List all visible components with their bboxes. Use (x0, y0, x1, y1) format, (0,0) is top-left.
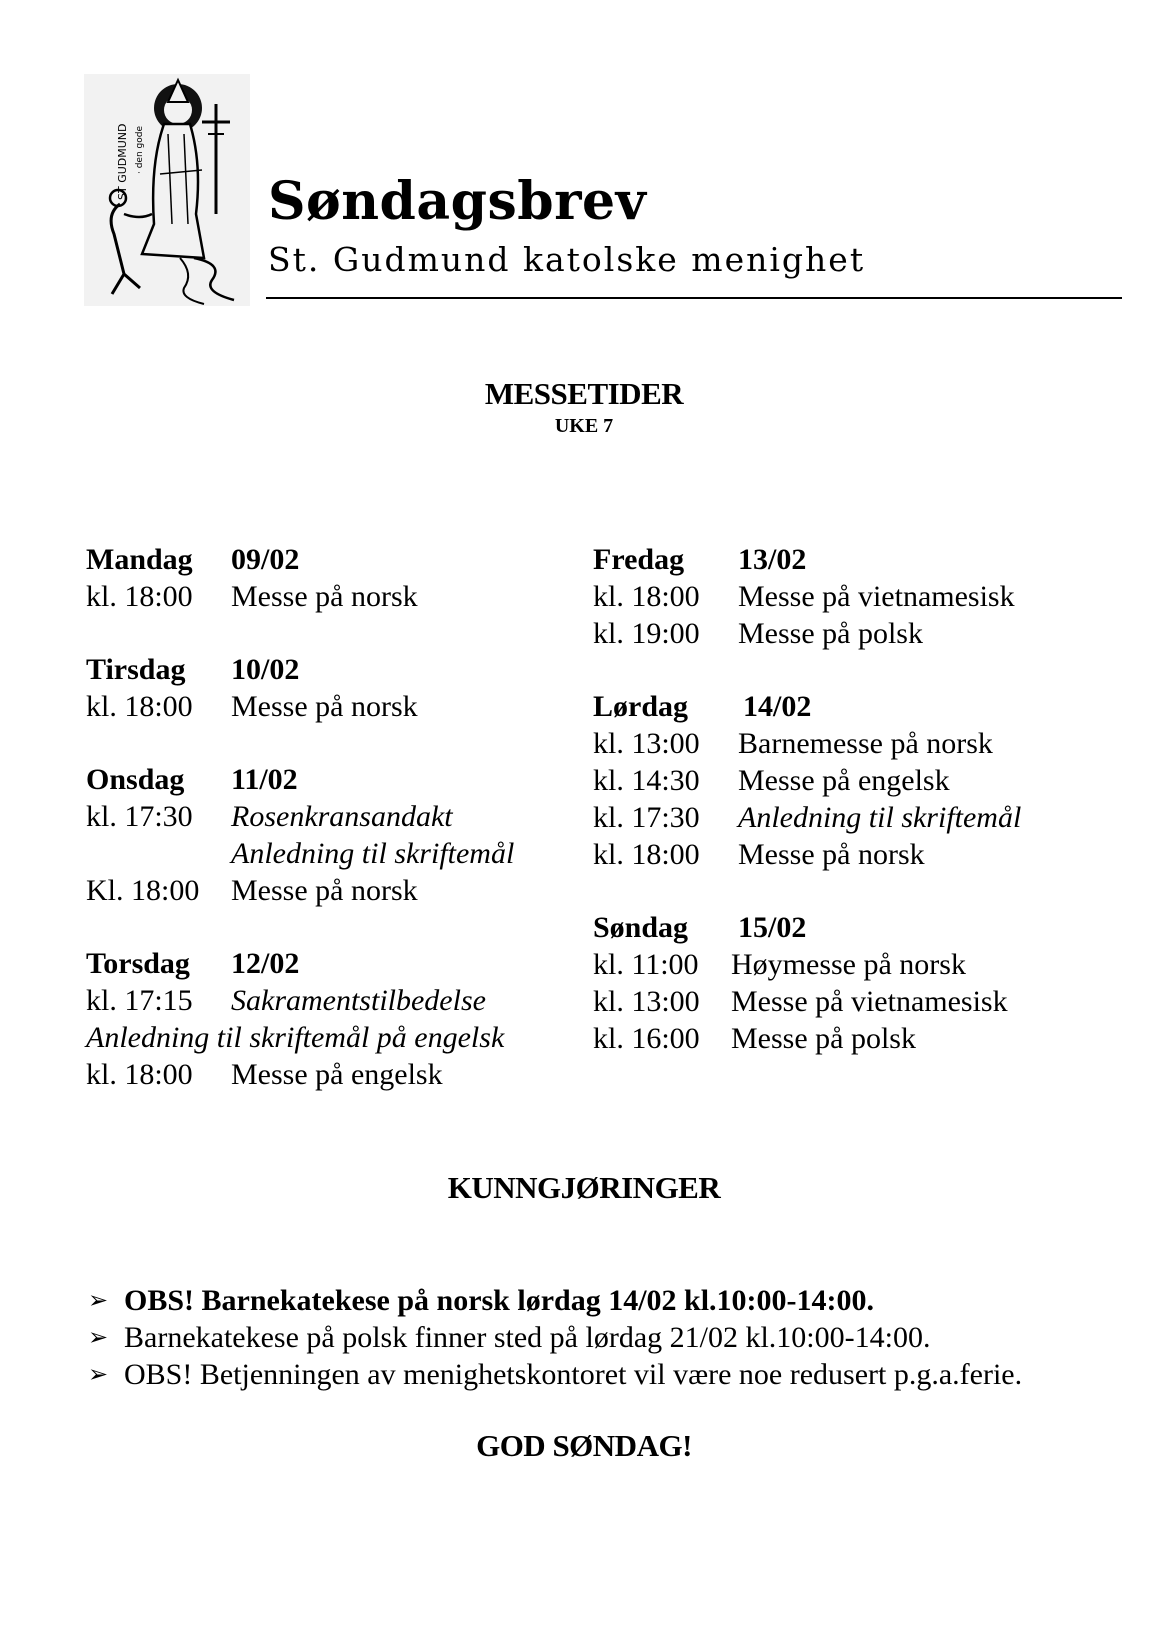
schedule-entry (86, 835, 586, 872)
announcement-text: Barnekatekese på polsk finner sted på lørdag 21/02 kl.10:00-14:00. (124, 1321, 931, 1354)
entry-text: Messe på engelsk (231, 1058, 443, 1091)
entry-time: kl. 11:00 (593, 948, 699, 981)
entry-text: Messe på vietnamesisk (731, 985, 1008, 1018)
schedule-right-column (593, 541, 1153, 1057)
entry-time: kl. 19:00 (593, 617, 700, 650)
entry-text: Messe på norsk (738, 838, 925, 871)
newsletter-title: Søndagsbrev (268, 171, 647, 232)
announcements-heading: KUNNGJØRINGER (447, 1170, 721, 1205)
schedule-entry (86, 578, 586, 615)
entry-time: kl. 16:00 (593, 1022, 700, 1055)
schedule-entry (593, 615, 1153, 652)
entry-text: Anledning til skriftemål på engelsk (86, 1021, 505, 1054)
arrow-bullet-icon: ➢ (88, 1286, 109, 1314)
day-header (593, 688, 1153, 725)
schedule-entry (593, 1020, 1153, 1057)
entry-time: kl. 18:00 (593, 838, 700, 871)
day-header (86, 651, 586, 688)
day-name: Søndag (593, 911, 689, 944)
announcement-item (88, 1356, 1022, 1393)
entry-text: Rosenkransandakt (231, 800, 453, 833)
entry-text: Anledning til skriftemål (738, 801, 1022, 834)
day-header (86, 761, 586, 798)
entry-time: kl. 18:00 (86, 580, 193, 613)
day-header (86, 541, 586, 578)
entry-text: Messe på engelsk (738, 764, 950, 797)
parish-name: St. Gudmund katolske menighet (268, 240, 866, 279)
entry-text: Messe på polsk (738, 617, 923, 650)
mass-times-heading: MESSETIDER (484, 376, 684, 411)
closing-greeting: GOD SØNDAG! (476, 1428, 692, 1463)
day-name: Torsdag (86, 947, 190, 980)
schedule-entry (86, 982, 586, 1019)
day-date: 09/02 (231, 543, 300, 576)
day-date: 14/02 (743, 690, 812, 723)
week-label: UKE 7 (554, 415, 614, 437)
day-name: Tirsdag (86, 653, 186, 686)
entry-text: Sakramentstilbedelse (231, 984, 486, 1017)
entry-text: Høymesse på norsk (731, 948, 966, 981)
announcement-item (88, 1319, 1022, 1356)
schedule-entry (593, 578, 1153, 615)
announcement-list (88, 1282, 1022, 1393)
entry-time: kl. 17:30 (593, 801, 700, 834)
entry-text: Messe på norsk (231, 874, 418, 907)
st-gudmund-logo-icon (84, 74, 250, 306)
day-header (593, 909, 1153, 946)
schedule-entry (86, 872, 586, 909)
day-date: 10/02 (231, 653, 300, 686)
svg-text:ST GUDMUND: ST GUDMUND (116, 123, 129, 200)
entry-time: kl. 18:00 (86, 1058, 193, 1091)
schedule-entry (593, 946, 1153, 983)
schedule-entry (86, 798, 586, 835)
day-header (86, 945, 586, 982)
schedule-entry (593, 836, 1153, 873)
entry-time: kl. 14:30 (593, 764, 700, 797)
entry-text: Messe på vietnamesisk (738, 580, 1015, 613)
day-date: 15/02 (738, 911, 807, 944)
entry-time: Kl. 18:00 (86, 874, 200, 907)
schedule-entry (86, 688, 586, 725)
entry-text: Messe på norsk (231, 690, 418, 723)
entry-time: kl. 13:00 (593, 727, 700, 760)
entry-text: Anledning til skriftemål (231, 837, 515, 870)
day-name: Lørdag (593, 690, 689, 723)
day-name: Fredag (593, 543, 685, 576)
schedule-entry (593, 983, 1153, 1020)
header-divider (266, 297, 1122, 299)
arrow-bullet-icon: ➢ (88, 1323, 109, 1351)
schedule-left-column (86, 541, 586, 1093)
entry-time: kl. 18:00 (593, 580, 700, 613)
day-name: Mandag (86, 543, 193, 576)
entry-text: Barnemesse på norsk (738, 727, 993, 760)
svg-text:· den gode: · den gode (135, 125, 145, 174)
entry-text: Messe på polsk (731, 1022, 916, 1055)
day-name: Onsdag (86, 763, 185, 796)
day-header (593, 541, 1153, 578)
announcement-text: OBS! Barnekatekese på norsk lørdag 14/02 kl.10:00-14:00. (124, 1284, 875, 1317)
announcement-text: OBS! Betjenningen av menighetskontoret vil være noe redusert p.g.a.ferie. (124, 1358, 1023, 1391)
schedule-entry (593, 762, 1153, 799)
day-date: 11/02 (231, 763, 298, 796)
schedule-entry (593, 799, 1153, 836)
announcement-item (88, 1282, 1022, 1319)
day-date: 12/02 (231, 947, 300, 980)
schedule-entry (86, 1019, 586, 1056)
entry-time: kl. 17:15 (86, 984, 193, 1017)
schedule-entry (593, 725, 1153, 762)
entry-time: kl. 17:30 (86, 800, 193, 833)
entry-text: Messe på norsk (231, 580, 418, 613)
schedule-entry (86, 1056, 586, 1093)
entry-time: kl. 13:00 (593, 985, 700, 1018)
arrow-bullet-icon: ➢ (88, 1360, 109, 1388)
entry-time: kl. 18:00 (86, 690, 193, 723)
day-date: 13/02 (738, 543, 807, 576)
parish-logo (84, 74, 250, 306)
